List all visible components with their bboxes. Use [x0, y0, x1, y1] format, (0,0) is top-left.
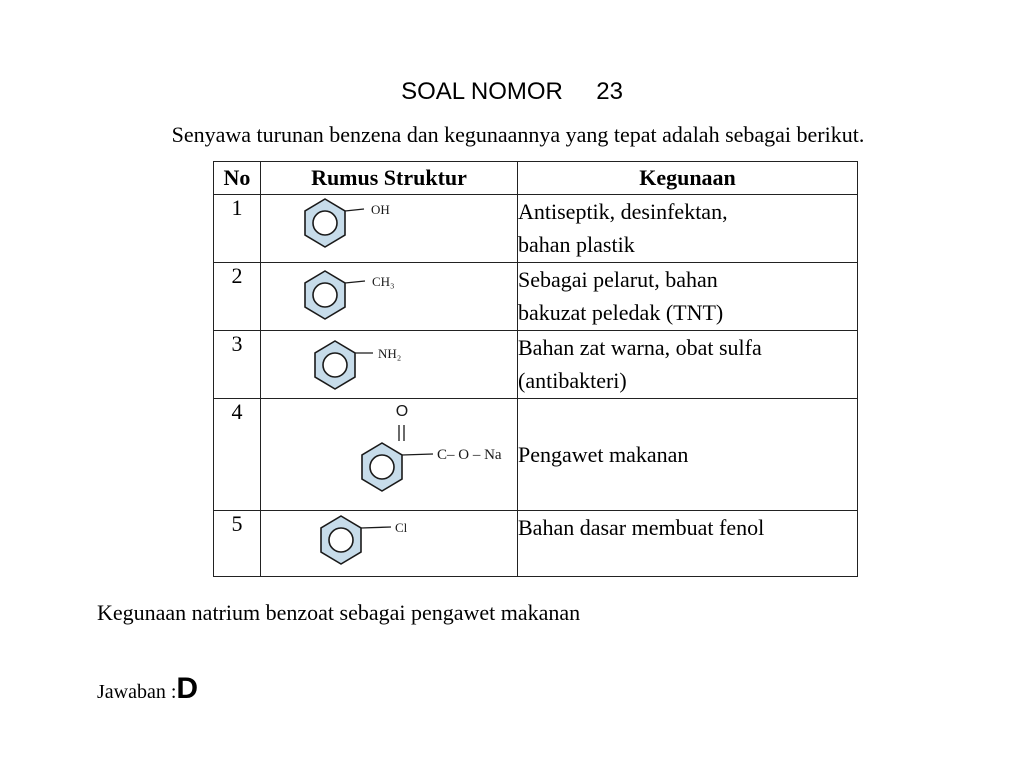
benzene-ring-icon	[305, 271, 345, 319]
slide-title: SOAL NOMOR 23	[401, 78, 623, 105]
table-row	[214, 331, 858, 399]
answer-explanation: Kegunaan natrium benzoat sebagai pengawet makanan	[97, 600, 581, 625]
row-number: 5	[214, 511, 261, 577]
use-cell	[518, 263, 858, 331]
table-row	[214, 195, 858, 263]
carbonyl-oxygen-label: O	[395, 403, 409, 420]
structure-cell	[261, 399, 518, 511]
table-header-row	[214, 162, 858, 195]
use-cell	[518, 399, 858, 511]
row-number: 2	[214, 263, 261, 331]
use-text-line: Antiseptik, desinfektan,	[518, 199, 728, 224]
answer-value: D	[176, 672, 199, 705]
structure-cell	[261, 195, 518, 263]
toluene-structure	[261, 263, 518, 331]
header-no: No	[214, 162, 261, 195]
structure-cell	[261, 263, 518, 331]
substituent-label: OH	[371, 202, 390, 217]
use-text-line: (antibakteri)	[518, 368, 627, 393]
substituent-label: Cl	[395, 520, 408, 535]
aniline-structure	[261, 331, 518, 399]
use-text-line: bakuzat peledak (TNT)	[518, 300, 724, 325]
compound-table	[213, 161, 858, 577]
use-cell	[518, 195, 858, 263]
structure-cell	[261, 331, 518, 399]
use-cell	[518, 511, 858, 577]
substituent-label: NH₂	[378, 346, 402, 361]
benzene-ring-icon	[321, 516, 361, 564]
phenol-structure	[261, 195, 518, 263]
table-row	[214, 263, 858, 331]
use-text-line: Sebagai pelarut, bahan	[518, 267, 718, 292]
use-text-line: Bahan zat warna, obat sulfa	[518, 335, 762, 360]
substituent-label: CH₃	[372, 274, 395, 289]
row-number: 3	[214, 331, 261, 399]
substituent-label: C– O – Na	[437, 447, 502, 463]
benzene-ring-icon	[315, 341, 355, 389]
header-use: Kegunaan	[518, 162, 858, 195]
table-row	[214, 511, 858, 577]
row-number: 4	[214, 399, 261, 511]
structure-cell	[261, 511, 518, 577]
answer	[97, 672, 198, 706]
benzene-ring-icon	[362, 443, 402, 491]
use-text-line: Bahan dasar membuat fenol	[518, 515, 765, 540]
header-structure: Rumus Struktur	[261, 162, 518, 195]
use-cell	[518, 331, 858, 399]
use-text-line: bahan plastik	[518, 232, 635, 257]
chlorobenzene-structure	[261, 511, 518, 577]
sodium-benzoate-structure	[261, 399, 518, 511]
question-text: Senyawa turunan benzena dan kegunaannya yang tepat adalah sebagai berikut.	[171, 122, 865, 147]
answer-label: Jawaban :	[97, 681, 177, 703]
benzene-ring-icon	[305, 199, 345, 247]
use-text-line: Pengawet makanan	[518, 442, 689, 467]
row-number: 1	[214, 195, 261, 263]
table-row	[214, 399, 858, 511]
